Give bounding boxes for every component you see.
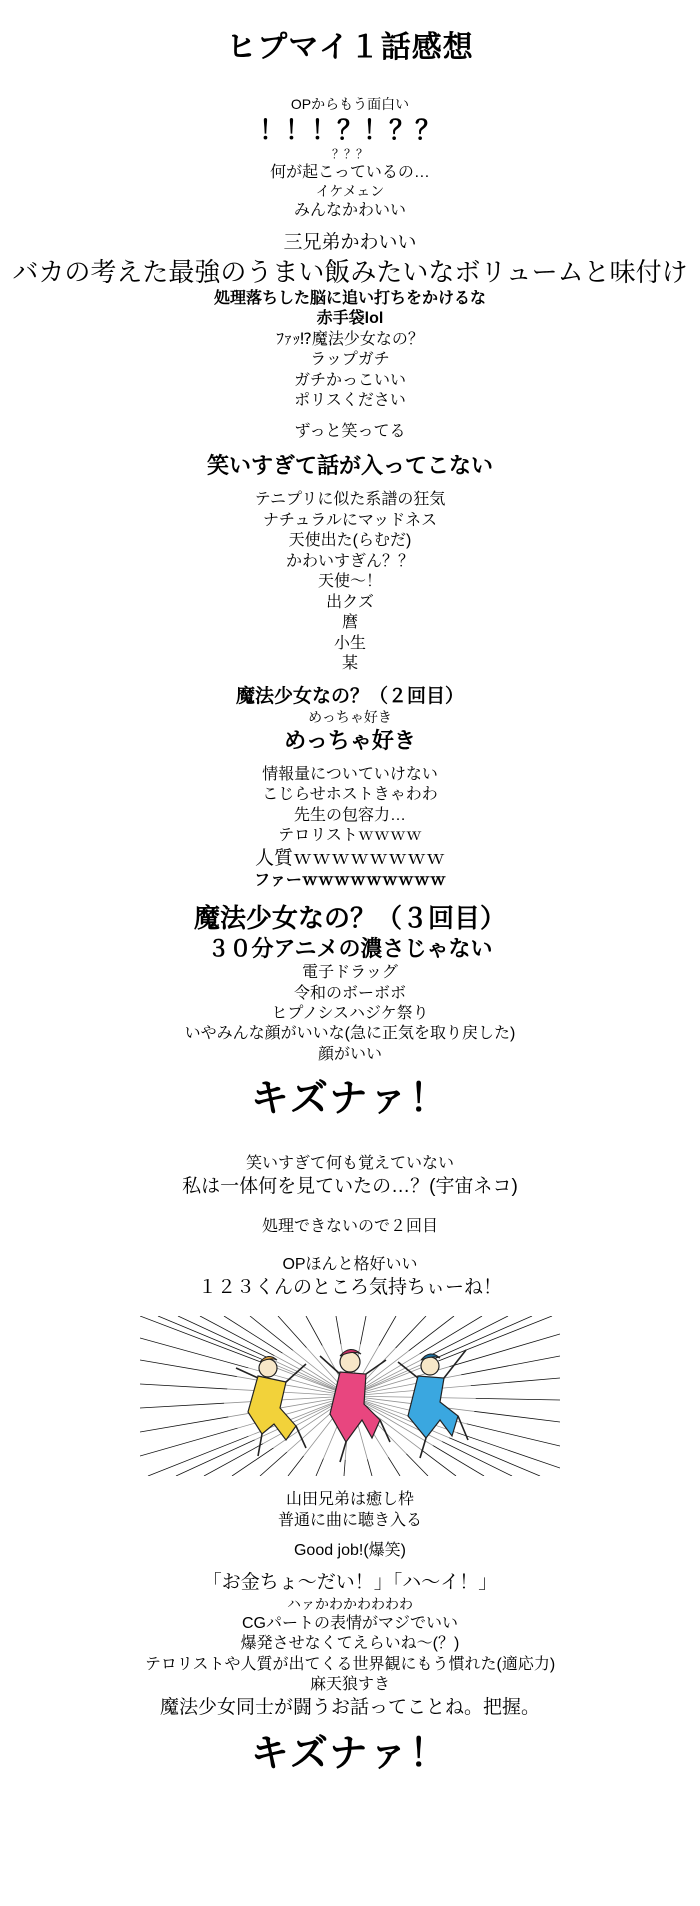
- comment-line: ガチかっこいい: [293, 371, 406, 389]
- comment-line: いやみんな顔がいいな(急に正気を取り戻した): [184, 1025, 516, 1043]
- comment-line: 魔法少女同士が闘うお話ってことね。把握。: [159, 1696, 540, 1718]
- comment-line: めっちゃ好き: [308, 708, 392, 725]
- comment-line: かわいすぎん？？: [285, 552, 414, 570]
- comment-line: ！！！？！？？: [258, 114, 441, 145]
- comment-list-bottom: [0, 1490, 700, 1778]
- comment-line: 小生: [333, 634, 366, 652]
- comment-line: イケメェン: [315, 183, 385, 199]
- comment-line: キズナァ！: [250, 1078, 450, 1121]
- comment-line: 私は一体何を見ていたの…？(宇宙ネコ): [182, 1175, 518, 1197]
- comment-line: 山田兄弟は癒し枠: [285, 1491, 414, 1509]
- comment-line: OPほんと格好いい: [282, 1256, 418, 1274]
- illustration-svg: [140, 1316, 560, 1476]
- comment-line: 情報量についていけない: [262, 765, 438, 783]
- comment-line: Good job!(爆笑): [293, 1542, 407, 1559]
- comment-line: 処理できないので２回目: [261, 1217, 438, 1235]
- comment-line: ファーｗｗｗｗｗｗｗｗｗ: [254, 872, 446, 890]
- comment-line: ？？？: [331, 147, 368, 162]
- comment-list-top: [0, 96, 700, 1300]
- comment-line: 先生の包容力…: [293, 806, 406, 824]
- comment-line: めっちゃ好き: [284, 727, 416, 753]
- comment-line: CGパートの表情がマジでいい: [241, 1614, 458, 1632]
- comment-line: 三兄弟かわいい: [283, 232, 417, 254]
- comment-line: 電子ドラッグ: [302, 964, 398, 982]
- comment-line: みんなかわいい: [293, 201, 406, 219]
- comment-line: １２３くんのところ気持ちぃーね！: [197, 1276, 502, 1298]
- comment-line: 魔法少女なの？（３回目）: [193, 902, 506, 933]
- comment-line: テロリストや人質が出てくる世界観にもう慣れた(適応力): [144, 1655, 556, 1673]
- comment-line: 魔法少女なの？（２回目）: [235, 685, 464, 707]
- comment-line: ハァかわかわわわわ: [287, 1595, 413, 1612]
- comment-line: ３０分アニメの濃さじゃない: [207, 935, 493, 961]
- comment-line: 某: [341, 655, 358, 673]
- comment-line: ずっと笑ってる: [294, 422, 406, 440]
- comment-line: 麻天狼すき: [309, 1676, 390, 1694]
- comment-line: ナチュラルにマッドネス: [262, 511, 438, 529]
- comment-line: ヒプノシスハジケ祭り: [271, 1005, 429, 1022]
- comment-line: OPからもう面白い: [290, 96, 410, 112]
- comment-line: ポリスください: [294, 392, 406, 410]
- comment-line: 笑いすぎて何も覚えていない: [245, 1155, 454, 1173]
- comment-line: 天使〜！: [317, 573, 382, 591]
- comment-line: キズナァ！: [250, 1732, 450, 1775]
- comment-line: 爆発させなくてえらいね〜(？): [240, 1635, 460, 1653]
- comment-line: 処理落ちした脳に追い打ちをかけるな: [213, 289, 486, 307]
- comment-line: ﾌｧｯ⁉︎魔法少女なの？: [276, 330, 424, 348]
- comment-line: 人質ｗｗｗｗｗｗｗｗ: [254, 847, 445, 869]
- comment-line: 笑いすぎて話が入ってこない: [206, 453, 493, 479]
- comment-line: テニプリに似た系譜の狂気: [254, 491, 446, 509]
- comment-line: 顔がいい: [317, 1045, 382, 1063]
- comment-line: 麿: [341, 614, 358, 632]
- comment-line: こじらせホストきゃわわ: [262, 786, 438, 804]
- comment-line: 普通に曲に聴き入る: [277, 1511, 422, 1529]
- artwork-container: [0, 1316, 700, 1476]
- comment-line: 天使出た(らむだ): [288, 532, 412, 550]
- comment-line: バカの考えた最強のうまい飯みたいなボリュームと味付け: [12, 256, 688, 287]
- comment-line: 何が起こっているの…: [270, 163, 430, 181]
- three-dancing-characters-illustration: [140, 1316, 560, 1476]
- comment-line: テロリストｗｗｗｗ: [278, 827, 422, 845]
- comment-line: ラップガチ: [310, 351, 390, 369]
- comment-line: 令和のボーボボ: [293, 984, 406, 1002]
- comment-line: 出クズ: [326, 593, 374, 611]
- page-title: ヒプマイ１話感想: [226, 31, 474, 64]
- comment-line: 赤手袋lol: [316, 310, 384, 328]
- comment-line: 「お金ちょ〜だい！」「ハ〜イ！」: [202, 1572, 498, 1594]
